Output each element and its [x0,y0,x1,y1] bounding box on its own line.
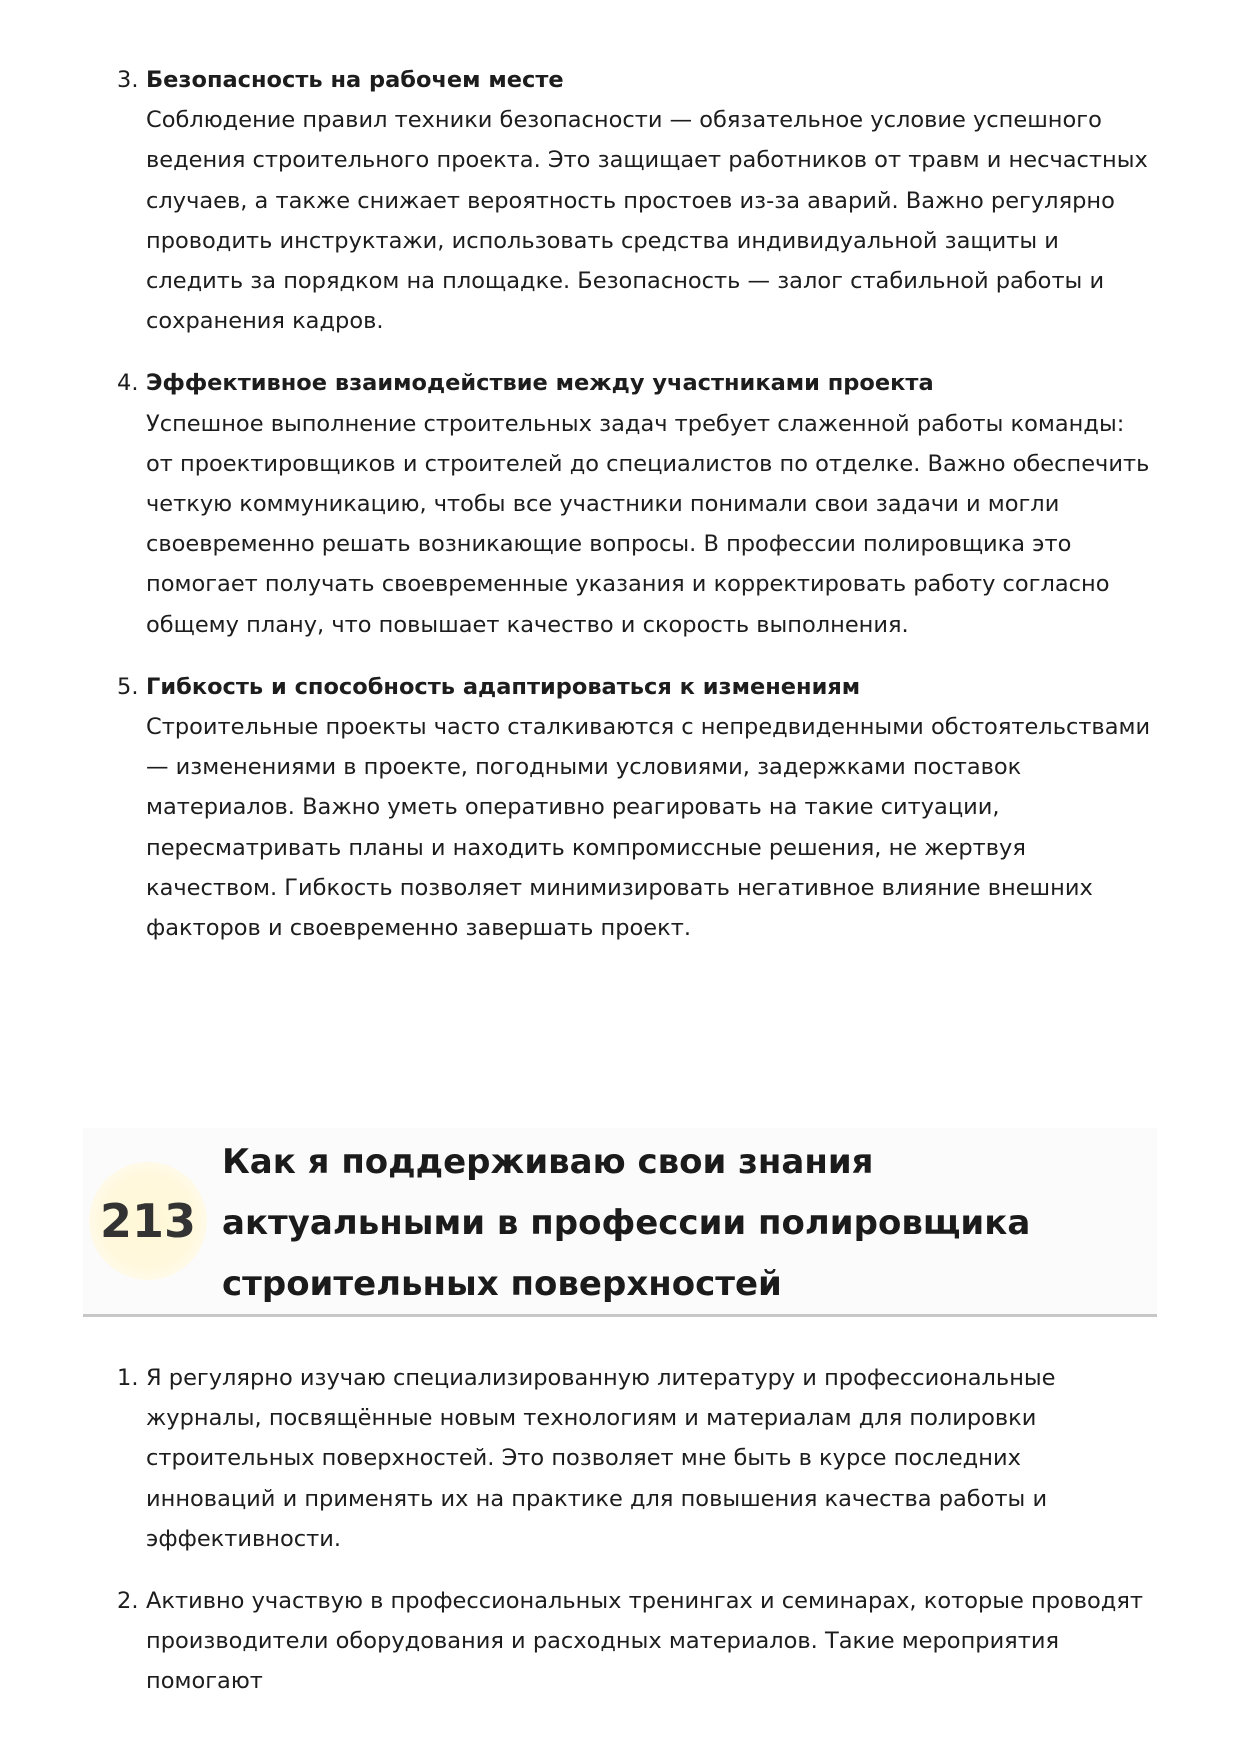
list-item [117,363,1157,644]
section-number: 213 [99,1194,197,1248]
item-title: Безопасность на рабочем месте [146,67,564,93]
item-text: Успешное выполнение строительных задач требует слаженной работы команды: от проектировщиков и строителей до специалистов по отделке. Важно обеспечить четкую коммуникацию, чтобы все участники понимали свои задачи и могли своевременно решать возникающие вопросы. В профессии полировщика это помогает получать своевременные указания и корректировать работу согласно общему плану, что повышает качество и скорость выполнения. [146,410,1150,638]
list-item [117,60,1157,341]
item-number: 1. [117,1365,139,1391]
item-text: Строительные проекты часто сталкиваются с непредвиденными обстоятельствами — изменениями в проекте, погодными условиями, задержками поставок материалов. Важно уметь оперативно реагировать на такие ситуации, пересматривать планы и находить компромиссные решения, не жертвуя качеством. Гибкость позволяет минимизировать негативное влияние внешних факторов и своевременно завершать проект. [146,714,1151,942]
item-number: 5. [117,673,139,700]
item-number: 2. [117,1588,139,1615]
item-text: Я регулярно изучаю специализированную литературу и профессиональные журналы, посвящённые новым технологиям и материалам для полировки строительных поверхностей. Это позволяет мне быть в курсе последних инноваций и применять их на практике для повышения качества работы и эффективности. [146,1365,1056,1552]
numbered-list [117,60,1157,970]
item-title: Эффективное взаимодействие между участниками проекта [146,370,934,397]
item-number: 4. [117,370,139,397]
numbered-list [117,1358,1157,1724]
list-item [117,1358,1157,1559]
item-text: Активно участвую в профессиональных тренингах и семинарах, которые проводят производители оборудования и расходных материалов. Такие мероприятия помогают [146,1588,1143,1695]
item-text: Соблюдение правил техники безопасности — обязательное условие успешного ведения строительного проекта. Это защищает работников от травм и несчастных случаев, а также снижает вероятность простоев из-за аварий. Важно регулярно проводить инструктажи, использовать средства индивидуальной защиты и следить за порядком на площадке. Безопасность — залог стабильной работы и сохранения кадров. [146,107,1148,335]
list-item [117,667,1157,948]
item-number: 3. [117,67,139,93]
section-header [83,1128,1157,1317]
item-title: Гибкость и способность адаптироваться к изменениям [146,673,861,700]
list-item [117,1581,1157,1702]
section-title: Как я поддерживаю свои знания актуальными в профессии полировщика строительных поверхностей [222,1142,1031,1304]
